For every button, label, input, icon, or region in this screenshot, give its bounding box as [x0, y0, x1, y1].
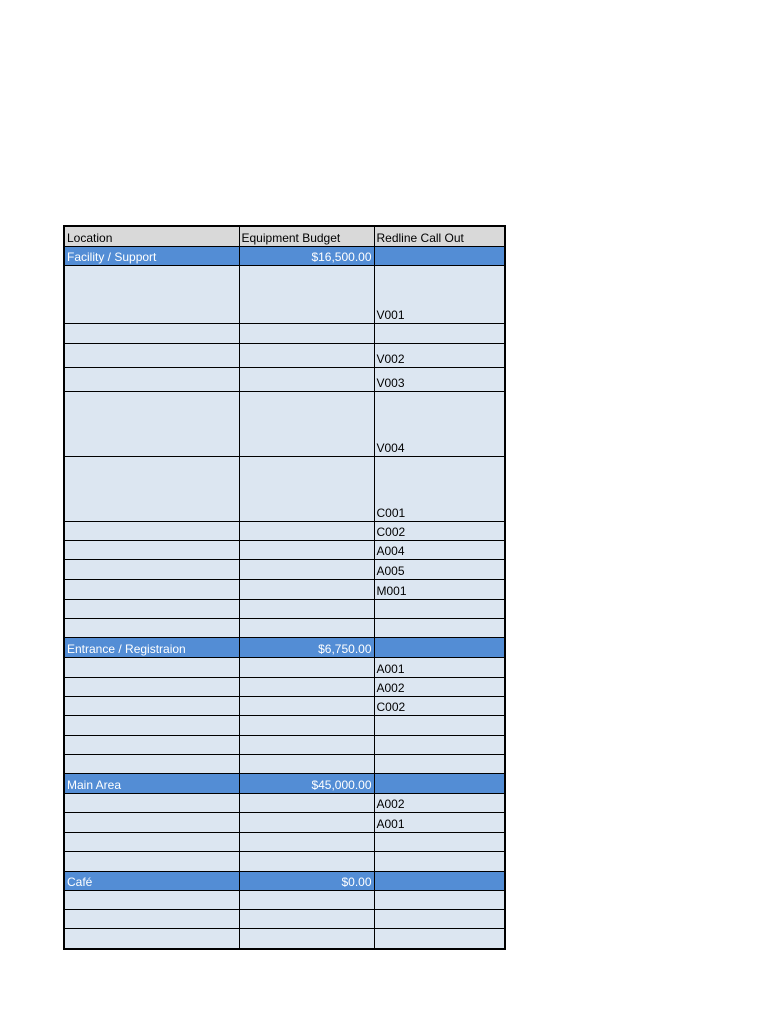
redline-cell[interactable]: A002 — [374, 678, 505, 697]
location-cell[interactable] — [64, 678, 239, 697]
budget-cell[interactable] — [239, 368, 374, 392]
redline-cell[interactable]: C002 — [374, 522, 505, 541]
location-cell[interactable] — [64, 266, 239, 324]
budget-cell[interactable] — [239, 910, 374, 929]
table-row — [64, 891, 505, 910]
redline-cell[interactable] — [374, 716, 505, 736]
section-redline[interactable] — [374, 774, 505, 794]
redline-cell[interactable]: V002 — [374, 344, 505, 368]
table-row — [64, 697, 505, 716]
section-redline[interactable] — [374, 247, 505, 266]
redline-cell[interactable]: C001 — [374, 457, 505, 522]
redline-cell[interactable] — [374, 891, 505, 910]
section-redline[interactable] — [374, 638, 505, 658]
redline-cell[interactable]: A005 — [374, 560, 505, 580]
table-row — [64, 344, 505, 368]
equipment-budget-table — [63, 225, 506, 950]
budget-cell[interactable] — [239, 736, 374, 755]
budget-cell[interactable] — [239, 580, 374, 600]
location-cell[interactable] — [64, 697, 239, 716]
redline-cell[interactable] — [374, 910, 505, 929]
location-cell[interactable] — [64, 929, 239, 949]
table-row — [64, 910, 505, 929]
budget-cell[interactable] — [239, 852, 374, 872]
table-row — [64, 560, 505, 580]
location-cell[interactable] — [64, 813, 239, 833]
budget-cell[interactable] — [239, 560, 374, 580]
redline-cell[interactable]: A001 — [374, 813, 505, 833]
location-cell[interactable] — [64, 392, 239, 457]
location-cell[interactable] — [64, 755, 239, 774]
table-row — [64, 324, 505, 344]
budget-cell[interactable] — [239, 716, 374, 736]
table-row — [64, 619, 505, 638]
section-row-cafe — [64, 872, 505, 891]
redline-cell[interactable] — [374, 833, 505, 852]
budget-cell[interactable] — [239, 600, 374, 619]
section-budget[interactable]: $45,000.00 — [239, 774, 374, 794]
budget-cell[interactable] — [239, 541, 374, 560]
table-row — [64, 794, 505, 813]
location-cell[interactable] — [64, 560, 239, 580]
budget-cell[interactable] — [239, 457, 374, 522]
location-cell[interactable] — [64, 344, 239, 368]
redline-cell[interactable] — [374, 929, 505, 949]
location-cell[interactable] — [64, 794, 239, 813]
location-cell[interactable] — [64, 910, 239, 929]
table-row — [64, 658, 505, 678]
redline-cell[interactable] — [374, 755, 505, 774]
budget-cell[interactable] — [239, 619, 374, 638]
redline-cell[interactable]: C002 — [374, 697, 505, 716]
budget-cell[interactable] — [239, 833, 374, 852]
budget-cell[interactable] — [239, 678, 374, 697]
table-row — [64, 736, 505, 755]
location-cell[interactable] — [64, 716, 239, 736]
budget-cell[interactable] — [239, 324, 374, 344]
redline-cell[interactable] — [374, 619, 505, 638]
location-cell[interactable] — [64, 833, 239, 852]
header-equipment-budget[interactable]: Equipment Budget — [239, 226, 374, 247]
redline-cell[interactable]: V003 — [374, 368, 505, 392]
location-cell[interactable] — [64, 368, 239, 392]
budget-cell[interactable] — [239, 658, 374, 678]
section-row-main-area — [64, 774, 505, 794]
section-location[interactable]: Entrance / Registraion — [64, 638, 239, 658]
redline-cell[interactable]: V001 — [374, 266, 505, 324]
table-row — [64, 678, 505, 697]
table-row — [64, 852, 505, 872]
section-location[interactable]: Main Area — [64, 774, 239, 794]
budget-cell[interactable] — [239, 266, 374, 324]
location-cell[interactable] — [64, 457, 239, 522]
budget-cell[interactable] — [239, 344, 374, 368]
redline-cell[interactable] — [374, 736, 505, 755]
table-row — [64, 716, 505, 736]
redline-cell[interactable]: A001 — [374, 658, 505, 678]
table-row — [64, 266, 505, 324]
budget-cell[interactable] — [239, 794, 374, 813]
header-location[interactable]: Location — [64, 226, 239, 247]
budget-cell[interactable] — [239, 813, 374, 833]
section-location[interactable]: Facility / Support — [64, 247, 239, 266]
table-row — [64, 755, 505, 774]
location-cell[interactable] — [64, 619, 239, 638]
location-cell[interactable] — [64, 852, 239, 872]
budget-cell[interactable] — [239, 392, 374, 457]
location-cell[interactable] — [64, 324, 239, 344]
header-redline-call-out[interactable]: Redline Call Out — [374, 226, 505, 247]
section-budget[interactable]: $16,500.00 — [239, 247, 374, 266]
location-cell[interactable] — [64, 580, 239, 600]
location-cell[interactable] — [64, 658, 239, 678]
table-row — [64, 457, 505, 522]
section-budget[interactable]: $0.00 — [239, 872, 374, 891]
redline-cell[interactable]: A002 — [374, 794, 505, 813]
section-budget[interactable]: $6,750.00 — [239, 638, 374, 658]
location-cell[interactable] — [64, 541, 239, 560]
budget-cell[interactable] — [239, 929, 374, 949]
section-row-entrance-registration — [64, 638, 505, 658]
header-row — [64, 226, 505, 247]
budget-cell[interactable] — [239, 697, 374, 716]
redline-cell[interactable] — [374, 600, 505, 619]
table-row — [64, 541, 505, 560]
budget-cell[interactable] — [239, 891, 374, 910]
budget-cell[interactable] — [239, 522, 374, 541]
section-row-facility-support — [64, 247, 505, 266]
location-cell[interactable] — [64, 522, 239, 541]
table-row — [64, 368, 505, 392]
table-row — [64, 600, 505, 619]
location-cell[interactable] — [64, 600, 239, 619]
table-row — [64, 929, 505, 949]
table-row — [64, 813, 505, 833]
redline-cell[interactable] — [374, 324, 505, 344]
redline-cell[interactable]: A004 — [374, 541, 505, 560]
redline-cell[interactable]: V004 — [374, 392, 505, 457]
redline-cell[interactable]: M001 — [374, 580, 505, 600]
table-row — [64, 580, 505, 600]
table-row — [64, 392, 505, 457]
section-redline[interactable] — [374, 872, 505, 891]
budget-cell[interactable] — [239, 755, 374, 774]
table-row — [64, 833, 505, 852]
section-location[interactable]: Café — [64, 872, 239, 891]
location-cell[interactable] — [64, 736, 239, 755]
table-row — [64, 522, 505, 541]
redline-cell[interactable] — [374, 852, 505, 872]
location-cell[interactable] — [64, 891, 239, 910]
